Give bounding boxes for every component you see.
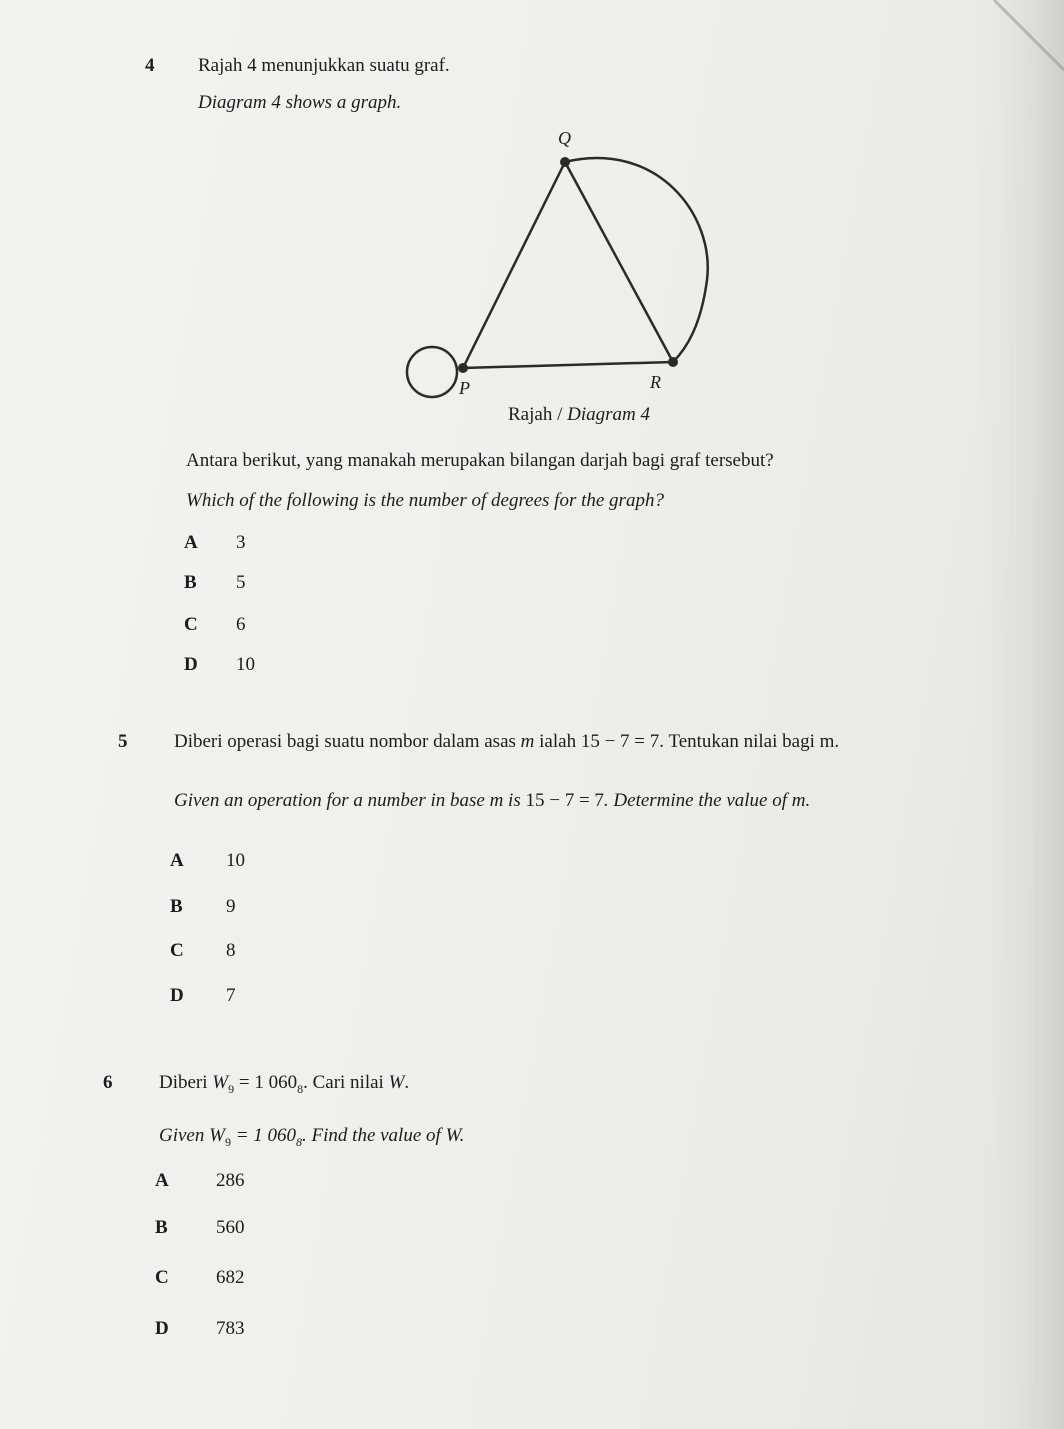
question-text-malay (159, 1072, 409, 1097)
option-letter: A (184, 532, 198, 553)
option-letter: D (170, 985, 184, 1006)
option-letter: A (170, 850, 184, 871)
diagram-caption (508, 404, 650, 426)
equation: 15 − 7 = 7 (580, 731, 660, 752)
equation: 15 − 7 = 7 (525, 790, 604, 811)
math-variable-w: W (212, 1072, 229, 1093)
option-value: 7 (226, 985, 236, 1006)
question-number: 5 (118, 731, 128, 752)
option-value: 5 (236, 572, 246, 593)
option-letter: B (155, 1217, 168, 1238)
page-edge-shadow (974, 0, 1064, 1429)
option-letter: A (155, 1170, 169, 1191)
base-subscript: 9 (224, 1134, 231, 1149)
graph-arc-edge-qr (565, 158, 708, 362)
text-segment: . Cari nilai (303, 1072, 389, 1093)
math-variable-m: m (520, 731, 535, 752)
equation-value: = 1 060 (234, 1072, 298, 1093)
vertex-p (458, 363, 468, 373)
vertex-label-q: Q (558, 128, 571, 148)
math-variable-w: W (445, 1125, 460, 1146)
option-letter: C (155, 1267, 169, 1288)
base-subscript: 8 (297, 1081, 304, 1096)
diagram-caption-malay: Rajah (508, 404, 553, 425)
text-segment: . (404, 1072, 410, 1093)
option-letter: D (184, 654, 198, 675)
option-value: 8 (226, 940, 236, 961)
base-subscript: 8 (296, 1134, 303, 1149)
option-value: 286 (216, 1170, 245, 1191)
equation-value: = 1 060 (230, 1125, 297, 1146)
option-a[interactable] (184, 532, 246, 554)
text-segment: Diberi operasi bagi suatu nombor dalam asas (174, 731, 521, 752)
option-b[interactable] (155, 1217, 245, 1239)
option-c[interactable] (155, 1267, 245, 1289)
diagram-caption-english: Diagram 4 (567, 404, 650, 425)
option-d[interactable] (170, 985, 236, 1007)
vertex-label-p: P (459, 378, 470, 398)
diagram-caption-separator: / (552, 404, 568, 425)
text-segment: . Find the value of (302, 1125, 446, 1146)
math-variable-w: W (209, 1125, 225, 1146)
option-letter: C (184, 614, 198, 635)
base-subscript: 9 (228, 1081, 235, 1096)
question-prompt-english: Which of the following is the number of degrees for the graph? (186, 490, 664, 511)
option-letter: B (184, 572, 197, 593)
text-segment: Given (159, 1125, 210, 1146)
math-variable-w: W (388, 1072, 405, 1093)
question-text-english: Diagram 4 shows a graph. (198, 92, 402, 113)
option-value: 783 (216, 1318, 245, 1339)
option-letter: B (170, 896, 183, 917)
option-value: 9 (226, 896, 236, 917)
graph-edge-qr (565, 162, 673, 362)
option-a[interactable] (155, 1170, 245, 1192)
question-text-english (159, 1125, 464, 1150)
option-b[interactable] (184, 572, 246, 594)
option-value: 10 (226, 850, 245, 871)
text-segment: . Tentukan nilai bagi m. (659, 731, 840, 752)
graph-edge-pq (463, 162, 565, 368)
option-c[interactable] (184, 614, 246, 636)
question-number: 4 (145, 55, 155, 76)
option-value: 6 (236, 614, 246, 635)
option-value: 10 (236, 654, 255, 675)
option-c[interactable] (170, 940, 236, 962)
question-text-english (174, 790, 810, 812)
option-letter: D (155, 1318, 169, 1339)
vertex-label-r: R (650, 372, 661, 392)
question-prompt-malay: Antara berikut, yang manakah merupakan bilangan darjah bagi graf tersebut? (186, 450, 774, 471)
graph-diagram (395, 120, 725, 420)
text-segment: . Determine the value of m. (603, 790, 811, 811)
text-segment: Diberi (159, 1072, 213, 1093)
vertex-r (668, 357, 678, 367)
text-segment: Given an operation for a number in base m is (174, 790, 526, 811)
vertex-q (560, 157, 570, 167)
graph-loop-edge-p (407, 347, 457, 397)
question-text-malay (174, 731, 839, 753)
option-d[interactable] (155, 1318, 245, 1340)
graph-edge-pr (463, 362, 673, 368)
text-segment: ialah (534, 731, 581, 752)
option-letter: C (170, 940, 184, 961)
option-value: 560 (216, 1217, 245, 1238)
question-text-malay: Rajah 4 menunjukkan suatu graf. (198, 55, 450, 76)
option-value: 3 (236, 532, 246, 553)
option-d[interactable] (184, 654, 255, 676)
question-number: 6 (103, 1072, 113, 1093)
option-b[interactable] (170, 896, 236, 918)
option-value: 682 (216, 1267, 245, 1288)
text-segment: . (459, 1125, 465, 1146)
option-a[interactable] (170, 850, 245, 872)
